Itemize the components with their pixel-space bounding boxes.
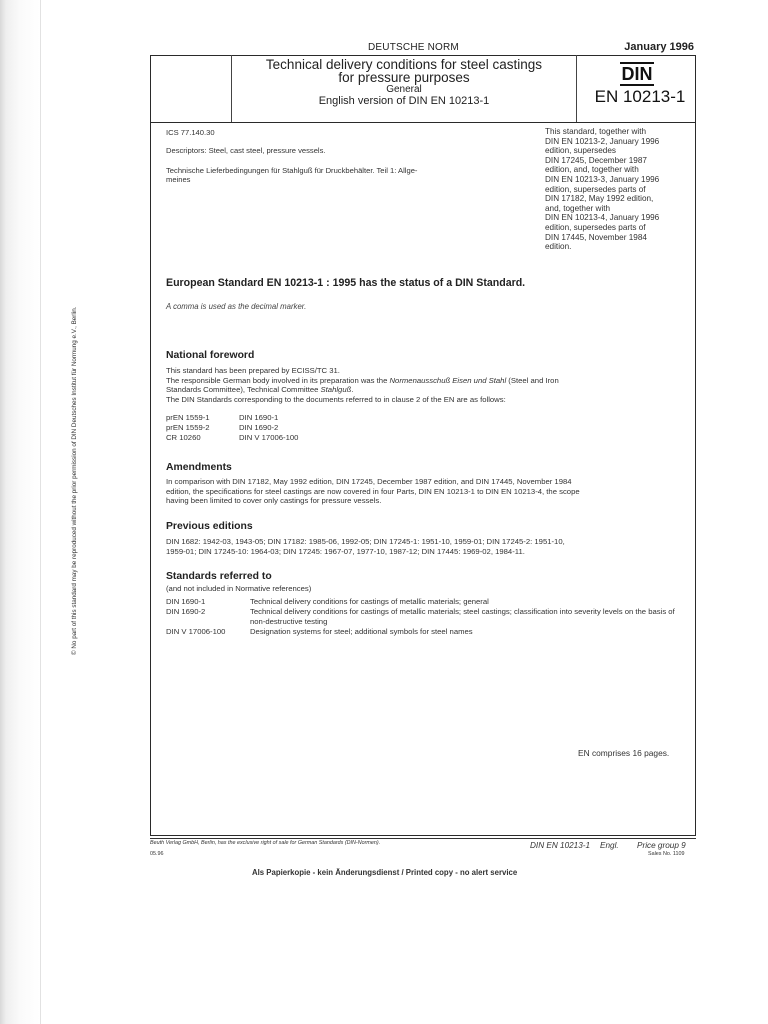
corresponding-standards-table — [166, 413, 298, 443]
national-foreword-heading: National foreword — [166, 350, 255, 361]
foreword-text: (Steel and Iron — [506, 375, 559, 385]
supersedes-line: DIN EN 10213-4, January 1996 — [545, 213, 660, 223]
footer-rule — [150, 838, 696, 839]
standard-description: Technical delivery conditions for castings of metallic materials; general — [250, 597, 489, 606]
ics-code: ICS 77.140.30 — [166, 128, 215, 137]
issue-date: January 1996 — [624, 41, 694, 53]
previous-editions-line: 1959-01; DIN 17245-10: 1964-03; DIN 17245: 1967-07, 1977-10, 1987-12; DIN 17445: 1969-02, 1984-11. — [166, 546, 525, 556]
supersedes-line: edition, and, together with — [545, 165, 639, 175]
publisher-note: Beuth Verlag GmbH, Berlin, has the exclusive right of sale for German Standards (DIN-Normen). — [150, 840, 381, 846]
printed-copy-note: Als Papierkopie - kein Änderungsdienst / Printed copy - no alert service — [252, 868, 518, 877]
previous-editions-heading: Previous editions — [166, 521, 253, 532]
amendments-heading: Amendments — [166, 462, 232, 473]
din-code: DIN V 17006-100 — [239, 433, 299, 442]
standard-code: DIN 1690-2 — [166, 607, 206, 617]
sales-number: Sales No. 1109 — [648, 851, 685, 857]
scan-edge-shadow — [0, 0, 40, 1024]
page-count-note: EN comprises 16 pages. — [578, 748, 670, 758]
table-row — [166, 627, 686, 637]
en-code: prEN 1559-2 — [166, 423, 210, 432]
supersedes-line: edition. — [545, 242, 572, 252]
en-code: prEN 1559-1 — [166, 413, 210, 422]
supersedes-line: edition, supersedes parts of — [545, 222, 646, 232]
technical-committee-name: Stahlguß — [320, 385, 352, 394]
side-copyright-note: © No part of this standard may be reproduced without the prior permission of DIN Deutsches Institut für Normung e.V., Berlin. — [71, 306, 78, 655]
foreword-line: The DIN Standards corresponding to the documents referred to in clause 2 of the EN are as follows: — [166, 394, 506, 404]
foreword-line — [166, 376, 686, 386]
footer-language: Engl. — [600, 841, 619, 850]
german-title-line-2: meines — [166, 175, 191, 184]
standards-referred-table — [166, 597, 686, 638]
german-title — [166, 166, 516, 184]
issue-code: 05.96 — [150, 851, 164, 857]
din-code: DIN 1690-1 — [239, 413, 279, 422]
standards-referred-heading: Standards referred to — [166, 571, 272, 582]
foreword-text: The responsible German body involved in its preparation was the — [166, 375, 390, 385]
previous-editions-body — [166, 537, 686, 556]
foreword-text: Standards Committee), Technical Committee — [166, 385, 321, 394]
standard-code: DIN 1690-1 — [166, 597, 206, 606]
supersedes-line: This standard, together with — [545, 127, 647, 136]
scan-edge-line — [40, 0, 41, 1024]
amendments-body — [166, 477, 686, 506]
table-row — [166, 413, 298, 423]
national-foreword-body — [166, 366, 686, 404]
table-row — [166, 423, 298, 433]
amendments-line: In comparison with DIN 17182, May 1992 edition, DIN 17245, December 1987 edition, and DIN 17445, November 1984 — [166, 477, 572, 486]
publisher-label: DEUTSCHE NORM — [368, 42, 459, 53]
status-line: European Standard EN 10213-1 : 1995 has the status of a DIN Standard. — [166, 277, 526, 289]
table-row — [166, 607, 686, 627]
supersedes-line: edition, supersedes parts of — [545, 184, 646, 194]
standards-referred-subheading: (and not included in Normative references) — [166, 584, 312, 593]
table-row — [166, 597, 686, 607]
title-divider — [150, 122, 696, 123]
title-subtitle: General — [386, 84, 422, 95]
table-row — [166, 433, 298, 443]
din-code: DIN 1690-2 — [239, 423, 279, 432]
german-title-line-1: Technische Lieferbedingungen für Stahlguß für Druckbehälter. Teil 1: Allge- — [166, 166, 418, 175]
decimal-marker-note: A comma is used as the decimal marker. — [166, 302, 307, 311]
foreword-line: This standard has been prepared by ECISS/TC 31. — [166, 366, 340, 375]
title-version: English version of DIN EN 10213-1 — [318, 95, 490, 107]
standard-description: Designation systems for steel; additional symbols for steel names — [250, 627, 473, 637]
supersedes-line: and, together with — [545, 203, 611, 213]
title-right-rule — [576, 55, 577, 122]
supersedes-line: DIN 17245, December 1987 — [545, 155, 647, 165]
foreword-text: . — [351, 385, 354, 394]
standard-description: Technical delivery conditions for castings of metallic materials; steel castings; classification into severity levels on the basis of non-destructive testing — [250, 607, 675, 626]
en-code: CR 10260 — [166, 433, 201, 442]
top-header — [150, 40, 696, 56]
amendments-line: having been limited to cover only castings for pressure vessels. — [166, 496, 382, 505]
supersedes-line: DIN 17445, November 1984 — [545, 232, 647, 242]
title-line-2: for pressure purposes — [338, 70, 470, 85]
committee-name: Normenausschuß Eisen und Stahl — [389, 375, 507, 385]
descriptors: Descriptors: Steel, cast steel, pressure vessels. — [166, 146, 326, 155]
foreword-line — [166, 385, 686, 395]
standard-code: DIN V 17006-100 — [166, 627, 226, 637]
din-logo: DIN — [621, 64, 653, 84]
price-group: Price group 9 — [637, 841, 686, 850]
previous-editions-line: DIN 1682: 1942-03, 1943-05; DIN 17182: 1985-06, 1992-05; DIN 17245-1: 1951-10, 1959-01; DIN 17245-2: 1951-10, — [166, 537, 565, 546]
supersedes-line: DIN EN 10213-2, January 1996 — [545, 136, 660, 146]
supersedes-line: edition, supersedes — [545, 146, 617, 156]
title-block — [232, 58, 576, 107]
supersedes-line: DIN 17182, May 1992 edition, — [545, 194, 654, 204]
title-line-1: Technical delivery conditions for steel castings — [265, 57, 543, 72]
amendments-line: edition, the specifications for steel castings are now covered in four Parts, DIN EN 10213-1 to DIN EN 10213-4, the scope — [166, 486, 580, 496]
standard-number: EN 10213-1 — [594, 87, 686, 106]
supersedes-line: DIN EN 10213-3, January 1996 — [545, 174, 660, 184]
supersedes-note — [545, 127, 693, 252]
footer-standard-ref: DIN EN 10213-1 — [530, 841, 591, 850]
